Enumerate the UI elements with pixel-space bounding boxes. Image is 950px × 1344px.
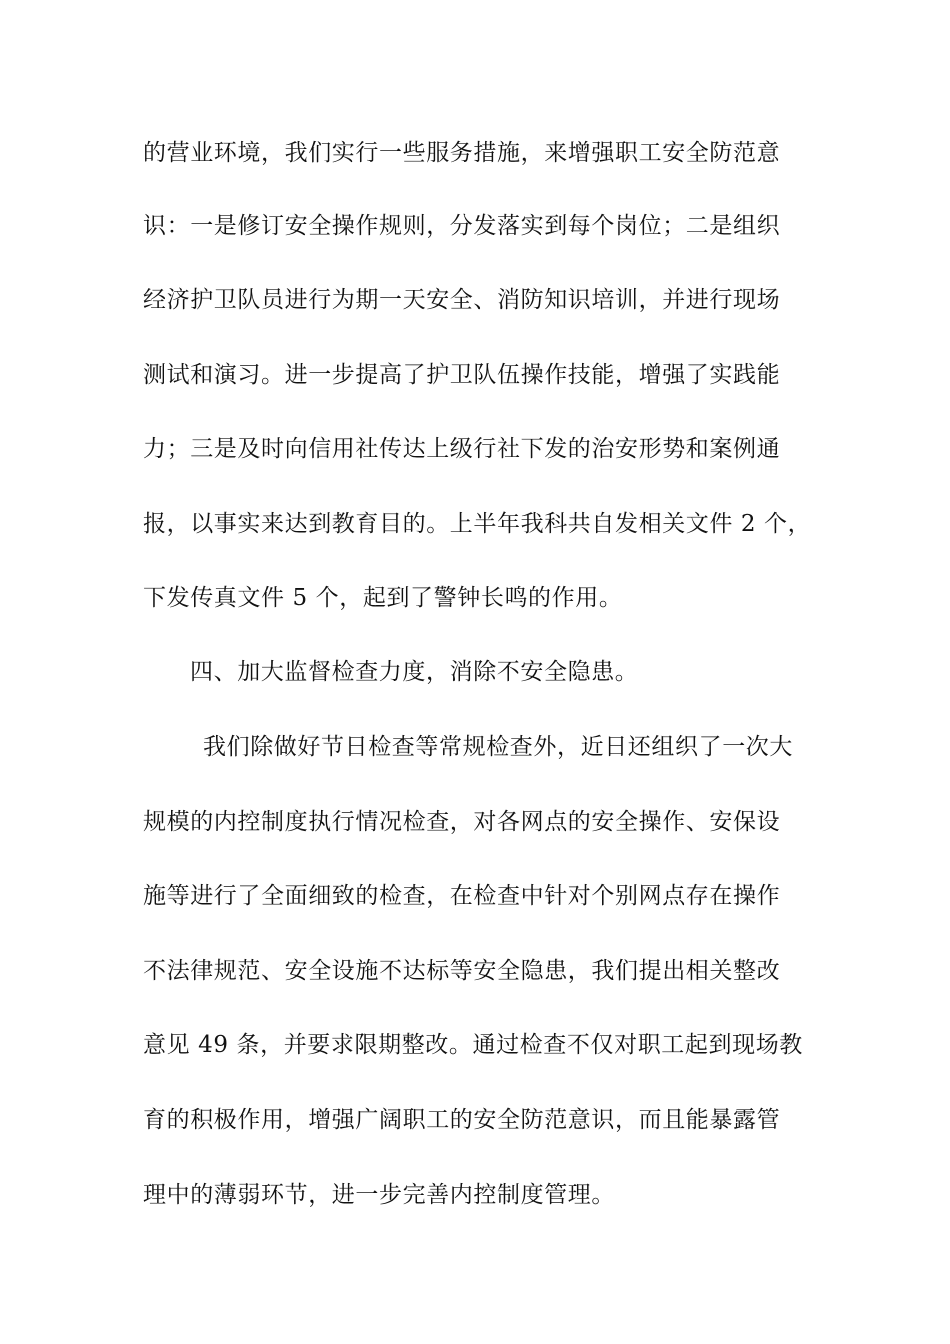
text-line: 识：一是修订安全操作规则，分发落实到每个岗位；二是组织 (143, 213, 781, 239)
text-line: 经济护卫队员进行为期一天安全、消防知识培训，并进行现场 (143, 287, 781, 313)
paragraph-start: 我们除做好节日检查等常规检查外，近日还组织了一次大 (203, 734, 793, 760)
text-line: 下发传真文件 5 个，起到了警钟长鸣的作用。 (143, 585, 623, 611)
text-line: 报，以事实来达到教育目的。上半年我科共自发相关文件 2 个， (143, 511, 812, 537)
text-line: 规模的内控制度执行情况检查，对各网点的安全操作、安保设 (143, 809, 781, 835)
text-line: 力；三是及时向信用社传达上级行社下发的治安形势和案例通 (143, 436, 781, 462)
text-line: 意见 49 条，并要求限期整改。通过检查不仅对职工起到现场教 (143, 1032, 803, 1058)
text-line: 的营业环境，我们实行一些服务措施，来增强职工安全防范意 (143, 140, 781, 166)
text-line: 施等进行了全面细致的检查，在检查中针对个别网点存在操作 (143, 883, 781, 909)
section-heading: 四、加大监督检查力度，消除不安全隐患。 (190, 659, 639, 685)
text-line: 不法律规范、安全设施不达标等安全隐患，我们提出相关整改 (143, 958, 781, 984)
text-line: 理中的薄弱环节，进一步完善内控制度管理。 (143, 1182, 615, 1208)
text-line: 育的积极作用，增强广阔职工的安全防范意识，而且能暴露管 (143, 1107, 781, 1133)
text-line: 测试和演习。进一步提高了护卫队伍操作技能，增强了实践能 (143, 362, 781, 388)
